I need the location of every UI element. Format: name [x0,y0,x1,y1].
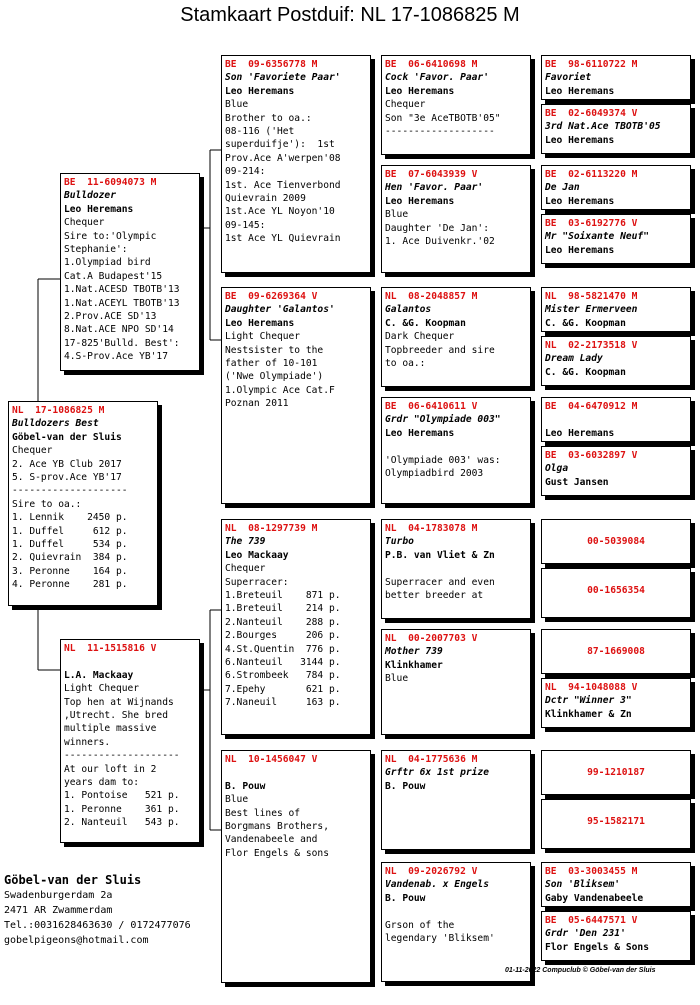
breeder-address-city: 2471 AR Zwammerdam [4,905,113,916]
pigeon-name: Turbo [385,536,414,548]
ring-number: BE 11-6094073 M [64,177,157,188]
pigeon-owner: Leo Heremans [225,317,295,329]
pigeon-info-line: Son "3e AceTBOTB'05" [385,112,501,124]
ring-number: BE 98-6110722 M [545,59,638,70]
pigeon-info-line: 1. Pontoise 521 p. [64,790,180,802]
pigeon-card-g5-15 [541,862,691,907]
pigeon-info-line: Nestsister to the [225,344,324,356]
pigeon-info-line: 1st. Ace Tienverbond [225,179,341,191]
pigeon-owner: Leo Heremans [225,85,295,97]
pigeon-name [225,766,367,779]
pigeon-owner: Klinkhamer [385,659,443,671]
pigeon-card-dam [60,639,200,843]
ring-number: NL 17-1086825 M [12,405,105,416]
pigeon-owner: C. &G. Koopman [545,317,626,329]
pigeon-card-sire-sire-dam [381,165,531,273]
pigeon-info-line: Blue [385,673,409,685]
breeder-email: gobelpigeons@hotmail.com [4,935,149,946]
pigeon-info-line: ,Utrecht. She bred [64,710,168,722]
pigeon-info-line: Chequer [225,563,266,575]
pigeon-card-g5-10 [541,568,691,618]
pigeon-info-line: 1st Ace YL Quievrain [225,233,341,245]
page-title: Stamkaart Postduif: NL 17-1086825 M [180,4,520,26]
pigeon-info-line: 4.St.Quentin 776 p. [225,643,341,655]
pigeon-name [64,655,196,668]
ring-number: 00-5039084 [587,536,645,548]
pigeon-info-line: 2. Quievrain 384 p. [12,552,128,564]
ring-number: BE 06-6410611 V [385,401,478,412]
pigeon-info-line: 1.Olympiad bird [64,257,151,269]
pigeon-info-line: ('Nwe Olympiade') [225,371,324,383]
pigeon-info-line: Chequer [12,445,53,457]
pigeon-info-line: 17-825'Bulld. Best': [64,337,180,349]
pigeon-info-line: 09-145: [225,219,266,231]
pigeon-info-line: Cat.A Budapest'15 [64,270,163,282]
pigeon-info-line: 2. Nanteuil 543 p. [64,817,180,829]
pigeon-info-line: Sire to oa.: [12,498,82,510]
pigeon-info-line: 7.Naneuil 163 p. [225,697,341,709]
pigeon-info-line: 1.Breteuil 214 p. [225,603,341,615]
pigeon-info-line: multiple massive [64,723,157,735]
pigeon-card-g5-16 [541,911,691,961]
pigeon-info-line: Vandenabeele and [225,834,318,846]
pigeon-owner: P.B. van Vliet & Zn [385,549,495,561]
pigeon-info-line: 5. S-prov.Ace YB'17 [12,472,122,484]
pigeon-name: Grdr 'Den 231' [545,928,626,940]
pigeon-name: Mr "Soixante Neuf" [545,231,649,243]
pigeon-owner: Leo Heremans [385,195,455,207]
pigeon-info-line: 6.Strombeek 784 p. [225,670,341,682]
ring-number: 95-1582171 [587,816,645,828]
ring-number: BE 03-3003455 M [545,866,638,877]
ring-number: NL 10-1456047 V [225,754,318,765]
ring-number: BE 02-6049374 V [545,108,638,119]
ring-number: NL 98-5821470 M [545,291,638,302]
pigeon-card-g5-6 [541,336,691,386]
ring-number: NL 09-2026792 V [385,866,478,877]
ring-number: 87-1669008 [587,646,645,658]
ring-number: NL 04-1775636 M [385,754,478,765]
pigeon-name: Mother 739 [385,646,443,658]
pigeon-owner: Leo Heremans [64,203,134,215]
pigeon-info-line: 1. Duffel 534 p. [12,539,128,551]
ring-number: BE 03-6032897 V [545,450,638,461]
pigeon-name: Hen 'Favor. Paar' [385,182,484,194]
pigeon-owner: Leo Heremans [385,427,455,439]
pigeon-owner: C. &G. Koopman [545,366,626,378]
breeder-name: Göbel-van der Sluis [4,873,142,887]
pigeon-owner: B. Pouw [385,780,426,792]
pigeon-card-g5-14 [541,799,691,849]
pigeon-info-line: 1.Nat.ACESD TBOTB'13 [64,284,180,296]
pigeon-card-dam-dam [221,750,371,983]
pigeon-card-dam-dam-sire [381,750,531,850]
pigeon-info-line: superduifje'): 1st [225,139,335,151]
pigeon-owner: Leo Heremans [545,134,615,146]
pigeon-card-g5-11 [541,629,691,674]
pigeon-info-line: Olympiadbird 2003 [385,468,484,480]
footer-credit: 01-11-2022 Compuclub © Göbel-van der Sluis [505,967,656,974]
pigeon-card-sire-dam-dam [381,397,531,504]
pigeon-info-line: years dam to: [64,777,140,789]
pigeon-info-line: 4. Peronne 281 p. [12,579,128,591]
ring-number: 99-1210187 [587,767,645,779]
breeder-phone: Tel.:0031628463630 / 0172477076 [4,920,191,931]
pigeon-info-line: Quievrain 2009 [225,193,306,205]
pigeon-info-line: Chequer [64,217,105,229]
pigeon-name: Bulldozers Best [12,418,99,430]
pigeon-name: Dctr "Winner 3" [545,695,632,707]
pigeon-info-line: 'Olympiade 003' was: [385,454,501,466]
pigeon-card-sire-dam-sire [381,287,531,387]
pigeon-info-line: 1. Duffel 612 p. [12,525,128,537]
pigeon-card-dam-sire-dam [381,629,531,735]
pigeon-owner: Göbel-van der Sluis [12,431,122,443]
pigeon-info-line: Topbreeder and sire [385,344,495,356]
pigeon-info-line: better breeder at [385,590,484,602]
pigeon-info-line: -------------------- [12,485,128,497]
pigeon-name: Olga [545,463,569,475]
pigeon-info-line: to oa.: [385,358,426,370]
pigeon-owner: B. Pouw [385,892,426,904]
breeder-info [4,873,191,948]
ring-number: NL 00-2007703 V [385,633,478,644]
pigeon-info-line: Brother to oa.: [225,112,312,124]
pigeon-name [545,413,687,426]
pigeon-info-line: 6.Nanteuil 3144 p. [225,657,341,669]
ring-number: NL 11-1515816 V [64,643,157,654]
pigeon-info-line: Chequer [385,99,426,111]
pigeon-card-g5-3 [541,165,691,210]
pigeon-info-line: 2.Nanteuil 288 p. [225,616,341,628]
pigeon-owner: Leo Mackaay [225,549,289,561]
pigeon-name: Mister Ermerveen [545,304,638,316]
pigeon-info-line: 2.Prov.ACE SD'13 [64,311,157,323]
pigeon-info-line: winners. [64,736,111,748]
pigeon-card-g5-8 [541,446,691,496]
ring-number: 00-1656354 [587,585,645,597]
pigeon-info-line: Prov.Ace A'werpen'08 [225,152,341,164]
pigeon-name: Son 'Bliksem' [545,879,621,891]
pigeon-info-line: Top hen at Wijnands [64,696,174,708]
pigeon-info-line [385,905,527,918]
pigeon-name: 3rd Nat.Ace TBOTB'05 [545,121,661,133]
ring-number: BE 07-6043939 V [385,169,478,180]
pigeon-card-g5-9 [541,519,691,564]
pigeon-info-line: 1st.Ace YL Noyon'10 [225,206,335,218]
ring-number: NL 08-2048857 M [385,291,478,302]
pigeon-name: Vandenab. x Engels [385,879,489,891]
pigeon-card-g5-1 [541,55,691,100]
pigeon-card-g5-12 [541,678,691,728]
pigeon-info-line: 7.Epehy 621 p. [225,683,341,695]
pigeon-info-line: Blue [385,209,409,221]
pigeon-name: Favoriet [545,72,592,84]
pigeon-info-line: Dark Chequer [385,331,455,343]
ring-number: BE 09-6356778 M [225,59,318,70]
pigeon-owner: Klinkhamer & Zn [545,708,632,720]
pigeon-info-line: Superracer: [225,576,289,588]
pigeon-info-line: 4.S-Prov.Ace YB'17 [64,351,168,363]
pigeon-owner: Gust Jansen [545,476,609,488]
ring-number: BE 05-6447571 V [545,915,638,926]
pigeon-name: Dream Lady [545,353,603,365]
pigeon-info-line: Light Chequer [64,683,140,695]
pigeon-info-line: Stephanie': [64,244,128,256]
pigeon-name: De Jan [545,182,580,194]
pigeon-name: Grftr 6x 1st prize [385,767,489,779]
pigeon-card-g5-2 [541,104,691,154]
pigeon-info-line: 3. Peronne 164 p. [12,565,128,577]
ring-number: NL 04-1783078 M [385,523,478,534]
pigeon-card-sire-sire-sire [381,55,531,155]
ring-number: NL 02-2173518 V [545,340,638,351]
pigeon-card-g5-4 [541,214,691,264]
pigeon-info-line: Flor Engels & sons [225,847,329,859]
pigeon-info-line: legendary 'Bliksem' [385,933,495,945]
pigeon-info-line: 1.Breteuil 871 p. [225,590,341,602]
pigeon-info-line: 8.Nat.ACE NPO SD'14 [64,324,174,336]
pigeon-info-line: father of 10-101 [225,358,318,370]
pigeon-info-line: At our loft in 2 [64,763,157,775]
pigeon-info-line: 1.Olympic Ace Cat.F [225,384,335,396]
pigeon-info-line: Sire to:'Olympic [64,230,157,242]
pigeon-info-line: Light Chequer [225,331,301,343]
pigeon-info-line: Blue [225,794,249,806]
pigeon-info-line: 09-214: [225,166,266,178]
pigeon-info-line: -------------------- [64,750,180,762]
pigeon-info-line: 08-116 ('Het [225,126,295,138]
pigeon-info-line: 1.Nat.ACEYL TBOTB'13 [64,297,180,309]
pigeon-name: Cock 'Favor. Paar' [385,72,489,84]
pigeon-owner: Leo Heremans [545,244,615,256]
pigeon-name: Son 'Favoriete Paar' [225,72,341,84]
pigeon-owner: Leo Heremans [545,85,615,97]
pigeon-owner: C. &G. Koopman [385,317,466,329]
pigeon-info-line: 1. Peronne 361 p. [64,803,180,815]
pigeon-card-sire-dam [221,287,371,504]
pigeon-info-line: Best lines of [225,807,301,819]
pigeon-owner: L.A. Mackaay [64,669,134,681]
pigeon-card-g5-7 [541,397,691,442]
pigeon-name: Galantos [385,304,432,316]
pigeon-name: Daughter 'Galantos' [225,304,335,316]
pigeon-card-g5-5 [541,287,691,332]
pigeon-owner: Leo Heremans [545,195,615,207]
pigeon-info-line: Blue [225,99,249,111]
pigeon-owner: Leo Heremans [385,85,455,97]
pigeon-info-line: Daughter 'De Jan': [385,222,489,234]
pigeon-card-dam-sire-sire [381,519,531,619]
ring-number: BE 06-6410698 M [385,59,478,70]
pigeon-info-line: 2.Bourges 206 p. [225,630,341,642]
pigeon-info-line: 2. Ace YB Club 2017 [12,458,122,470]
pigeon-name: The 739 [225,536,266,548]
pigeon-info-line [385,562,527,575]
ring-number: BE 04-6470912 M [545,401,638,412]
breeder-address-street: Swadenburgerdam 2a [4,890,113,901]
pigeon-info-line: Poznan 2011 [225,398,289,410]
pigeon-info-line: 1. Lennik 2450 p. [12,512,128,524]
pigeon-name: Bulldozer [64,190,116,202]
pigeon-info-line: ------------------- [385,126,495,138]
pigeon-card-sire [60,173,200,371]
ring-number: NL 08-1297739 M [225,523,318,534]
pigeon-owner: Flor Engels & Sons [545,941,649,953]
pigeon-info-line: Superracer and even [385,576,495,588]
pigeon-card-main [8,401,158,606]
ring-number: NL 94-1048088 V [545,682,638,693]
pigeon-card-sire-sire [221,55,371,273]
ring-number: BE 02-6113220 M [545,169,638,180]
pigeon-owner: Gaby Vandenabeele [545,892,644,904]
pigeon-card-dam-dam-dam [381,862,531,982]
pigeon-card-g5-13 [541,750,691,795]
pigeon-name: Grdr "Olympiade 003" [385,414,501,426]
pigeon-info-line: 1. Ace Duivenkr.'02 [385,236,495,248]
ring-number: BE 03-6192776 V [545,218,638,229]
pigeon-info-line: Borgmans Brothers, [225,821,329,833]
ring-number: BE 09-6269364 V [225,291,318,302]
pigeon-card-dam-sire [221,519,371,735]
pigeon-info-line [385,440,527,453]
pigeon-owner: Leo Heremans [545,427,615,439]
pigeon-info-line: Grson of the [385,919,455,931]
pigeon-owner: B. Pouw [225,780,266,792]
